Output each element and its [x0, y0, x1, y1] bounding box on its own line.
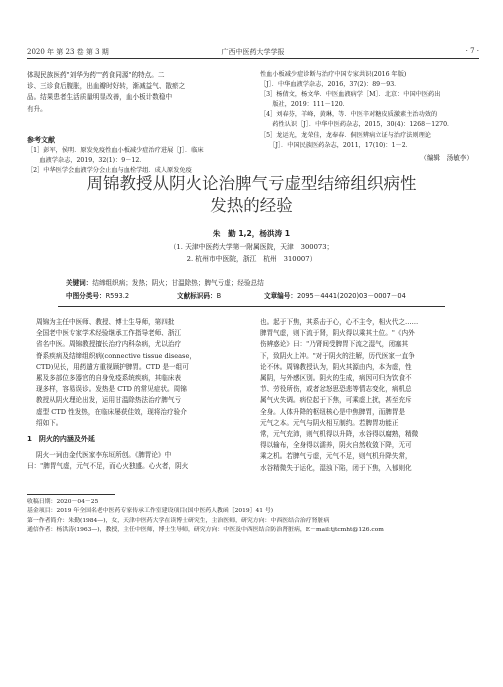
- issue-info: 2020 年 第 23 卷 第 3 期: [27, 48, 109, 56]
- text-line: 累及多部位多器官的自身免疫系统疾病，其临床表: [36, 374, 182, 383]
- references-left: [27, 146, 249, 176]
- reference-line: ［J］．中华血液学杂志，2016，37(2)：89－93．: [260, 81, 401, 89]
- text-line: 下，致阴火上冲。"对于阴火的注解，历代医家一直争: [260, 351, 415, 360]
- doc-code-row: [177, 291, 221, 302]
- article-title-line2: 发热的经验: [210, 196, 293, 215]
- text-line: 周锦为主任中医师、教授、博士生导师，第四批: [36, 318, 175, 326]
- keywords-label: 关键词：: [66, 279, 93, 287]
- reference-line: ［4］刘春芬，羊峰，黄琳，等．中医辛对糖皮质激素主治功效的: [260, 111, 438, 119]
- text-line: 全国老中医专家学术经验继承工作指导老师、浙江: [36, 329, 182, 338]
- text-line: 也。起于下焦，其系击于心，心不主令，相火代之……: [260, 318, 419, 326]
- reference-line: ［1］彭军，侯明．原发免疫性血小板减少症治疗进展［J］．临床: [27, 147, 204, 154]
- text-line: 常，元气充沛，则气机得以升降，水谷得以腐熟，精微: [260, 430, 419, 439]
- keywords-value: 结缔组织病；发热；阴火；甘温除热；脾气亏虚；经验总结: [92, 279, 264, 287]
- text-line: 得以输布，全身得以濡养，阴火自然收敛下降，无可: [260, 441, 412, 450]
- clc-value: R593.2: [105, 292, 130, 300]
- text-line: 阴火一词由金代医家李东垣所创。《脾胃论》中: [36, 451, 172, 459]
- section-heading: 1 阴火的内涵及外延: [27, 435, 95, 443]
- text-line: 乘之机。若脾气亏虚，元气不足，则气机升降失常，: [260, 452, 412, 461]
- text-line: 节、劳役所伤，或者忿怒思恐悲等情志变化，病机总: [260, 385, 412, 394]
- reference-line: 血液学杂志，2019，32(1)：9－12．: [27, 157, 146, 165]
- text-line: 伤辨惑论》曰："乃肾间受脾胃下流之湿气，闭塞其: [260, 340, 409, 349]
- text-line: 属气火失调。病位起于下焦，可乘虚上扰，甚至充斥: [260, 396, 412, 405]
- text-line: 元气之本。元气与阴火相互制约。若脾胃功能正: [260, 418, 399, 427]
- text-line: 虚型 CTD 性发热，在临床屡获佳效，现将治疗验介: [36, 407, 187, 416]
- article-id-row: [264, 291, 406, 302]
- footnote-rule: [27, 494, 115, 495]
- text-line: 属阴，与外感区别。阴火的生成，病因可归为饮食不: [260, 374, 412, 383]
- body-right-column: [260, 317, 480, 474]
- reference-line: ［J］．中国民族医药杂志，2011，17(10)：1－2．: [260, 141, 412, 149]
- affiliation-line1: （1. 天津中医药大学第一附属医院，天津 300073；: [169, 243, 334, 251]
- text-line: 体现民族医药"刘华为药""药食同源"的特点。二: [27, 71, 165, 79]
- footnote-line: 收稿日期：2020－04－25: [27, 499, 99, 505]
- text-line: 现多样，容易误诊。发热是 CTD 的常见症状。周锦: [36, 385, 187, 394]
- text-line: 绍如下。: [36, 418, 63, 427]
- reference-line: 药性认识［J］．中华中医药杂志，2015，30(4)：1268－1270．: [260, 121, 454, 129]
- text-line: 教授从阴火理论出发，运用甘温除热法治疗脾气亏: [36, 396, 182, 405]
- reference-line: 版社，2019：111－120．: [260, 101, 349, 109]
- clc-label: 中图分类号：: [66, 292, 106, 300]
- header-rule: [27, 58, 479, 59]
- references-right: [260, 70, 482, 151]
- doc-code-label: 文献标识码：: [177, 292, 217, 300]
- keywords-row: [66, 278, 264, 289]
- text-line: 省名中医。周锦教授擅长治疗内科杂病，尤以治疗: [36, 340, 182, 349]
- text-line: CTD)见长，用药遣方重视顾护脾胃。CTD 是一组可: [36, 362, 189, 371]
- meta-rule: [58, 306, 445, 307]
- reference-line: 性血小板减少症诊断与治疗中国专家共识(2016 年版): [260, 71, 407, 78]
- text-line: 脾胃气虚，则下流于肾，阴火得以乘其土位。"《内外: [260, 329, 415, 338]
- reference-line: ［2］中华医学会血液学分会止血与血栓学组．成人原发免疫: [27, 167, 192, 175]
- text-line: 水谷精微失于运化，湿浊下陷，闭于下焦，入郁则化: [260, 463, 412, 472]
- prev-article-text: [27, 70, 245, 115]
- footnotes: [27, 498, 483, 536]
- body-left-column: [36, 317, 246, 429]
- reference-line: ［5］龙运光，龙荣佳，龙奉春．侗医辨病立证与治疗法则理论: [260, 131, 431, 139]
- text-line: 脊系疾病及结缔组织病(connective tissue disease，: [36, 351, 196, 360]
- editor-note: （编辑 汤敏李）: [420, 154, 473, 162]
- text-line: 论不休。周锦教授认为，阴火其源由内，本为虚，性: [260, 362, 412, 371]
- article-title-line1: 周锦教授从阴火论治脾气亏虚型结缔组织病性: [86, 174, 417, 193]
- authors: 朱 勤 1,2，杨洪涛 1: [212, 229, 291, 238]
- footnote-line: 通信作者：杨洪涛(1963—)，教授，主任中医师，博士生导师，研究方向：中医及中西医结合防治肾脏病，E－mail:tjtcmht@126.com: [27, 527, 384, 534]
- journal-name: 广西中医药大学学报: [221, 48, 285, 56]
- classification-row: [66, 291, 129, 302]
- body-left-column-2: [27, 450, 247, 472]
- text-line: 曰："脾胃气虚，元气不足，而心火独盛。心火者，阴火: [27, 462, 189, 471]
- reference-line: ［3］杨倩文，杨文华．中医血液病学［M］．北京：中国中医药出: [260, 91, 441, 99]
- references-heading: 参考文献: [27, 136, 55, 144]
- text-line: 全身。人体升降的枢纽核心是中焦脾胃，而脾胃是: [260, 407, 406, 416]
- article-id-label: 文章编号：: [264, 292, 297, 300]
- article-id-value: 2095－4441(2020)03－0007－04: [296, 292, 406, 300]
- text-line: 品。结果患者生活质量明显改善，血小板计数稳中: [27, 93, 173, 102]
- text-line: 有升。: [27, 104, 47, 113]
- affiliation-line2: 2. 杭州市中医院，浙江 杭州 310007）: [186, 255, 317, 263]
- page-number: · 7 ·: [465, 47, 479, 55]
- doc-code-value: B: [216, 292, 222, 300]
- text-line: 诊、三诊食后腹胀，出血瓣时好转，渐减益气、散瘀之: [27, 82, 186, 91]
- footnote-line: 基金项目：2019 年全国名老中医药专家传承工作室建设项目(国中医药人教函［2019］41 号): [27, 508, 274, 515]
- footnote-line: 第一作者简介：朱勤(1984—)，女，天津中医药大学在读博士研究生，主治医师，研究方向：中西医结合治疗肾脏病: [27, 517, 330, 524]
